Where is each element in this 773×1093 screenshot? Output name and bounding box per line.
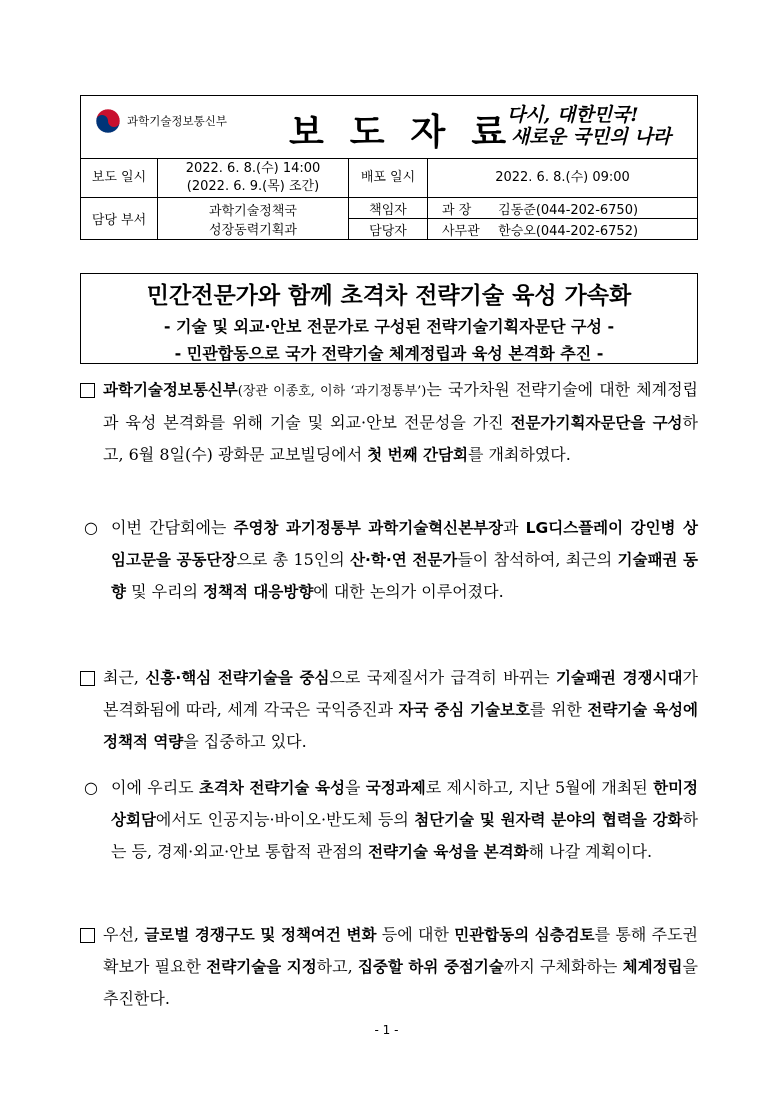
taeguk-logo-icon [95,108,121,134]
p4-d: 국정과제 [365,779,426,797]
report-date-line1: 2022. 6. 8.(수) 14:00 [185,161,321,176]
resp-label: 책임자 [349,198,428,219]
p2-k: 에 대한 논의가 이루어졌다. [313,582,504,601]
p5-j: 체계정립 [622,958,683,976]
resp-title: 과 장 [442,202,472,218]
p5-f: 전략기술을 지정 [206,958,317,976]
dist-date-label: 배포 일시 [349,159,428,198]
p1-c: 는 국가차원 전략기술에 대한 체계정립과 육성 본격화를 위해 기술 및 외교·안보 전문성을 가진 [103,380,699,432]
p5-h: 집중할 하위 중점기술 [357,958,504,976]
staff-title: 사무관 [442,223,480,239]
p1-a: 과학기술정보통신부 [103,381,238,399]
p4-c: 을 [345,778,366,797]
p2-i: 및 우리의 [125,582,204,601]
p1-b: (장관 이종호, 이하 ‘과기정통부’) [237,384,427,399]
p2-g: 들이 참석하여, 최근의 [457,550,618,569]
press-header-table [80,95,698,240]
paragraph-1 [103,374,698,471]
resp-contact [428,198,698,219]
resp-name: 김동준(044-202-6750) [498,202,639,218]
paragraph-4 [84,772,699,868]
p1-d: 전문가기획자문단을 구성 [510,414,683,432]
p3-d: 기술패권 경쟁시대 [556,669,683,687]
slogan-line1: 다시, 대한민국! [506,104,639,126]
headline-sub2: - 민관합동으로 국가 전략기술 체계정립과 육성 본격화 추진 - [174,344,604,363]
p4-b: 초격차 전략기술 육성 [198,779,345,797]
p4-k: 해 나갈 계획이다. [528,842,653,861]
p1-e: 하고, 6월 8일(수) 광화문 교보빌딩에서 [103,413,698,464]
circle-bullet-icon: ○ [84,778,98,797]
p2-e: 으로 총 15인의 [236,550,351,569]
square-bullet-icon [80,671,95,686]
p5-i: 까지 구체화하는 [503,957,623,976]
p5-a: 우선, [103,925,145,944]
square-bullet-icon [80,928,95,943]
p2-j: 정책적 대응방향 [203,583,314,601]
p5-e: 를 통해 주도권 확보가 필요한 [103,925,698,976]
headline-sub1: - 기술 및 외교·안보 전문가로 구성된 전략기술기획자문단 구성 - [163,317,615,336]
ministry-logo-block [95,108,227,134]
p4-j: 전략기술 육성을 본격화 [368,843,529,861]
p4-i: 하는 등, 경제·외교·안보 통합적 관점의 [111,810,698,861]
p2-b: 주영창 과기정통부 과학기술혁신본부장 [233,519,504,537]
p3-f: 자국 중심 기술보호 [398,701,530,719]
paragraph-5 [103,919,698,1014]
p5-c: 등에 대한 [376,925,455,944]
p5-b: 글로벌 경쟁구도 및 정책여건 변화 [144,926,377,944]
staff-label: 담당자 [349,219,428,240]
square-bullet-icon [80,383,95,398]
slogan-line2: 새로운 국민의 나라 [510,126,671,148]
p2-d: LG디스플레이 강인병 상임고문을 공동단장 [111,519,698,569]
p1-f: 첫 번째 간담회 [367,446,468,464]
circle-bullet-icon: ○ [84,518,98,537]
p4-h: 첨단기술 및 원자력 분야의 협력을 강화 [414,811,683,829]
p4-g: 에서도 인공지능·바이오·반도체 등의 [155,810,415,829]
p5-d: 민관합동의 심층검토 [454,926,595,944]
p2-f: 산·학·연 전문가 [350,551,458,569]
dist-date-value: 2022. 6. 8.(수) 09:00 [428,159,698,198]
report-date-value [158,159,349,198]
p4-f: 한미정상회담 [111,779,699,829]
brand-row [81,96,698,159]
staff-contact [428,219,698,240]
page-number: - 1 - [374,1023,399,1037]
p3-c: 으로 국제질서가 급격히 바뀌는 [329,668,556,687]
p4-e: 로 제시하고, 지난 5월에 개최된 [425,778,654,797]
dept-value [158,198,349,240]
p1-g: 를 개최하였다. [467,445,571,464]
p4-a: 이에 우리도 [111,778,199,797]
p3-h: 전략기술 육성에 정책적 역량 [103,701,698,751]
dept-line1: 과학기술정책국 [209,203,297,219]
p3-e: 가 본격화됨에 따라, 세계 각국은 국익증진과 [103,668,698,719]
p3-b: 신흥·핵심 전략기술을 중심 [145,669,330,687]
p5-g: 하고, [316,957,358,976]
paragraph-2 [84,512,699,608]
paragraph-3 [103,662,698,758]
report-date-label: 보도 일시 [81,159,158,198]
press-release-label: 보도자료 [289,112,533,153]
dept-line2: 성장동력기획과 [209,222,297,238]
p3-g: 를 위한 [529,700,588,719]
p3-a: 최근, [103,668,146,687]
p2-h: 기술패권 동향 [111,551,699,601]
p3-i: 을 집중하고 있다. [183,732,307,751]
p5-k: 을 추진한다. [103,957,698,1008]
ministry-name: 과학기술정보통신부 [127,114,227,128]
report-date-line2: (2022. 6. 9.(목) 조간) [186,179,320,194]
p2-a: 이번 간담회에는 [111,518,234,537]
slogan [507,104,671,148]
dept-label: 담당 부서 [81,198,158,240]
staff-name: 한승오(044-202-6752) [498,223,639,239]
p2-c: 과 [503,518,526,537]
headline-main: 민간전문가와 함께 초격차 전략기술 육성 가속화 [146,283,632,309]
headline-box [80,273,698,364]
